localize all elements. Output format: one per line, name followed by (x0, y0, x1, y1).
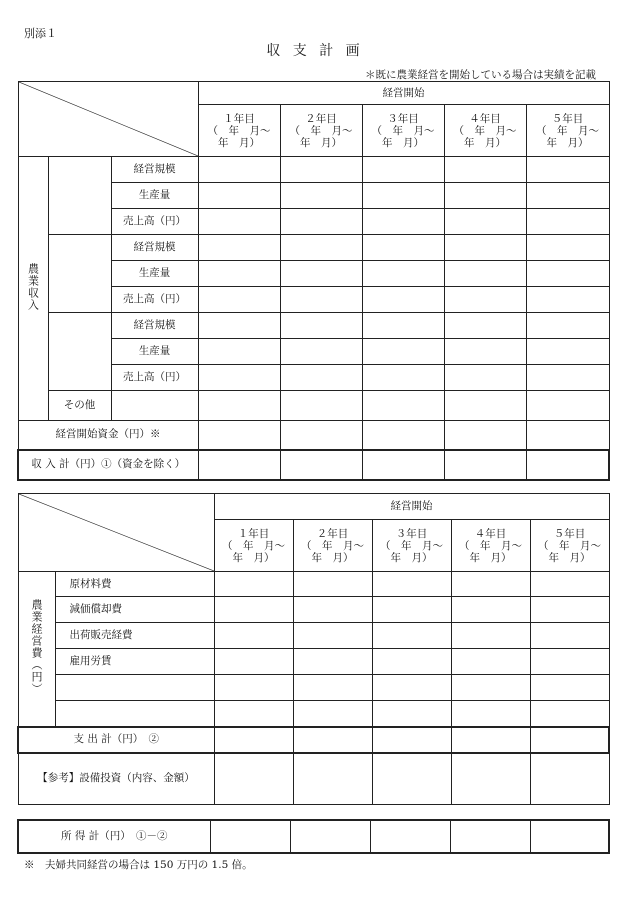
row-label-production: 生産量 (111, 183, 198, 209)
row-label-production: 生産量 (111, 261, 198, 287)
input-cell[interactable] (370, 820, 450, 853)
row-label-sales: 売上高（円） (111, 365, 198, 391)
crop-name-cell[interactable] (48, 157, 111, 235)
input-cell[interactable] (530, 623, 609, 649)
row-label-sales: 売上高（円） (111, 287, 198, 313)
input-cell[interactable] (451, 572, 530, 597)
input-cell[interactable] (214, 572, 293, 597)
row-label-production: 生産量 (111, 339, 198, 365)
input-cell[interactable] (372, 572, 451, 597)
input-cell[interactable] (444, 261, 526, 287)
input-cell[interactable] (214, 597, 293, 623)
input-cell[interactable] (444, 313, 526, 339)
year-3-header: ３年目 （ 年 月～ 年 月） (372, 520, 451, 572)
year-5-header: ５年目 （ 年 月～ 年 月） (530, 520, 609, 572)
input-cell[interactable] (362, 183, 444, 209)
input-cell[interactable] (362, 313, 444, 339)
actual-record-note: ＊既に農業経営を開始している場合は実績を記載 (365, 69, 596, 81)
year-2-header: ２年目 （ 年 月～ 年 月） (280, 105, 362, 157)
input-cell[interactable] (280, 391, 362, 421)
year-1-header: １年目 （ 年 月～ 年 月） (198, 105, 280, 157)
row-label-sales: 売上高（円） (111, 209, 198, 235)
input-cell[interactable] (198, 365, 280, 391)
row-label-income-total: 収 入 計（円）①（資金を除く） (18, 450, 198, 480)
input-cell[interactable] (372, 597, 451, 623)
input-cell[interactable] (372, 675, 451, 701)
input-cell[interactable] (526, 339, 609, 365)
row-label-other: その他 (48, 391, 111, 421)
input-cell[interactable] (530, 649, 609, 675)
attachment-label: 別添１ (24, 27, 57, 40)
input-cell[interactable] (526, 287, 609, 313)
input-cell[interactable] (111, 391, 198, 421)
input-cell[interactable] (526, 183, 609, 209)
input-cell[interactable] (530, 727, 609, 753)
input-cell[interactable] (280, 450, 362, 480)
row-label-scale: 経営規模 (111, 313, 198, 339)
year-1-header: １年目 （ 年 月～ 年 月） (214, 520, 293, 572)
input-cell[interactable] (362, 209, 444, 235)
input-cell[interactable] (293, 597, 372, 623)
input-cell[interactable] (526, 313, 609, 339)
input-cell[interactable] (362, 421, 444, 450)
input-cell[interactable] (362, 287, 444, 313)
input-cell[interactable] (526, 365, 609, 391)
input-cell[interactable] (362, 157, 444, 183)
input-cell[interactable] (280, 235, 362, 261)
management-start-header: 経営開始 (198, 82, 609, 105)
input-cell[interactable] (198, 235, 280, 261)
input-cell[interactable] (444, 339, 526, 365)
page-title: 収 支 計 画 (266, 43, 364, 59)
input-cell[interactable] (293, 623, 372, 649)
input-cell[interactable] (530, 820, 609, 853)
expense-item-label: 減価償却費 (55, 597, 214, 623)
year-5-header: ５年目 （ 年 月～ 年 月） (526, 105, 609, 157)
input-cell[interactable] (444, 287, 526, 313)
input-cell[interactable] (526, 261, 609, 287)
row-label-income-summary: 所 得 計（円） ①－② (18, 820, 210, 853)
input-cell[interactable] (526, 209, 609, 235)
input-cell[interactable] (530, 597, 609, 623)
input-cell[interactable] (530, 675, 609, 701)
input-cell[interactable] (530, 701, 609, 727)
input-cell[interactable] (372, 727, 451, 753)
input-cell[interactable] (293, 675, 372, 701)
input-cell[interactable] (526, 421, 609, 450)
input-cell[interactable] (280, 157, 362, 183)
input-cell[interactable] (198, 339, 280, 365)
input-cell[interactable] (450, 820, 530, 853)
input-cell[interactable] (372, 701, 451, 727)
input-cell[interactable] (214, 649, 293, 675)
input-cell[interactable] (451, 597, 530, 623)
input-cell[interactable] (526, 235, 609, 261)
expense-item-blank[interactable] (55, 701, 214, 727)
input-cell[interactable] (198, 313, 280, 339)
input-cell[interactable] (444, 391, 526, 421)
year-2-header: ２年目 （ 年 月～ 年 月） (293, 520, 372, 572)
year-3-header: ３年目 （ 年 月～ 年 月） (362, 105, 444, 157)
income-table (17, 81, 610, 481)
input-cell[interactable] (526, 391, 609, 421)
input-cell[interactable] (362, 235, 444, 261)
input-cell[interactable] (530, 572, 609, 597)
crop-name-cell[interactable] (48, 235, 111, 313)
input-cell[interactable] (444, 450, 526, 480)
input-cell[interactable] (280, 421, 362, 450)
input-cell[interactable] (444, 365, 526, 391)
input-cell[interactable] (293, 753, 372, 805)
input-cell[interactable] (451, 623, 530, 649)
footnote: ※ 夫婦共同経営の場合は 150 万円の 1.5 倍。 (24, 859, 253, 871)
diagonal-corner-cell (18, 494, 214, 572)
expense-table (17, 493, 610, 805)
row-label-scale: 経営規模 (111, 157, 198, 183)
expense-item-blank[interactable] (55, 675, 214, 701)
input-cell[interactable] (198, 157, 280, 183)
year-4-header: ４年目 （ 年 月～ 年 月） (444, 105, 526, 157)
input-cell[interactable] (526, 157, 609, 183)
input-cell[interactable] (280, 339, 362, 365)
input-cell[interactable] (372, 753, 451, 805)
input-cell[interactable] (362, 450, 444, 480)
input-cell[interactable] (451, 727, 530, 753)
input-cell[interactable] (444, 421, 526, 450)
input-cell[interactable] (530, 753, 609, 805)
input-cell[interactable] (280, 365, 362, 391)
input-cell[interactable] (362, 391, 444, 421)
input-cell[interactable] (451, 675, 530, 701)
expense-item-label: 出荷販売経費 (55, 623, 214, 649)
input-cell[interactable] (444, 183, 526, 209)
expense-item-label: 雇用労賃 (55, 649, 214, 675)
input-cell[interactable] (280, 287, 362, 313)
input-cell[interactable] (451, 701, 530, 727)
input-cell[interactable] (280, 209, 362, 235)
input-cell[interactable] (280, 261, 362, 287)
input-cell[interactable] (198, 287, 280, 313)
input-cell[interactable] (451, 649, 530, 675)
input-cell[interactable] (444, 235, 526, 261)
input-cell[interactable] (280, 183, 362, 209)
input-cell[interactable] (214, 727, 293, 753)
management-start-header: 経営開始 (214, 494, 609, 520)
input-cell[interactable] (214, 753, 293, 805)
income-summary-table (17, 819, 610, 854)
input-cell[interactable] (214, 701, 293, 727)
input-cell[interactable] (526, 450, 609, 480)
input-cell[interactable] (293, 649, 372, 675)
input-cell[interactable] (362, 339, 444, 365)
row-label-expense-total: 支 出 計（円） ② (18, 727, 214, 753)
input-cell[interactable] (293, 572, 372, 597)
input-cell[interactable] (214, 623, 293, 649)
input-cell[interactable] (362, 365, 444, 391)
input-cell[interactable] (198, 209, 280, 235)
year-4-header: ４年目 （ 年 月～ 年 月） (451, 520, 530, 572)
input-cell[interactable] (293, 701, 372, 727)
agricultural-income-label: 農業収入 (18, 157, 48, 421)
row-label-scale: 経営規模 (111, 235, 198, 261)
row-label-equipment-investment: 【参考】設備投資（内容、金額） (18, 753, 214, 805)
input-cell[interactable] (444, 157, 526, 183)
input-cell[interactable] (198, 261, 280, 287)
input-cell[interactable] (214, 675, 293, 701)
input-cell[interactable] (293, 727, 372, 753)
input-cell[interactable] (198, 450, 280, 480)
diagonal-corner-cell (18, 82, 198, 157)
input-cell[interactable] (372, 649, 451, 675)
agricultural-expense-label: 農業経営費（円） (18, 572, 55, 727)
input-cell[interactable] (198, 391, 280, 421)
expense-item-label: 原材料費 (55, 572, 214, 597)
input-cell[interactable] (444, 209, 526, 235)
input-cell[interactable] (362, 261, 444, 287)
input-cell[interactable] (280, 313, 362, 339)
input-cell[interactable] (198, 421, 280, 450)
input-cell[interactable] (198, 183, 280, 209)
input-cell[interactable] (451, 753, 530, 805)
input-cell[interactable] (210, 820, 290, 853)
input-cell[interactable] (372, 623, 451, 649)
crop-name-cell[interactable] (48, 313, 111, 391)
input-cell[interactable] (290, 820, 370, 853)
row-label-start-funds: 経営開始資金（円）※ (18, 421, 198, 450)
